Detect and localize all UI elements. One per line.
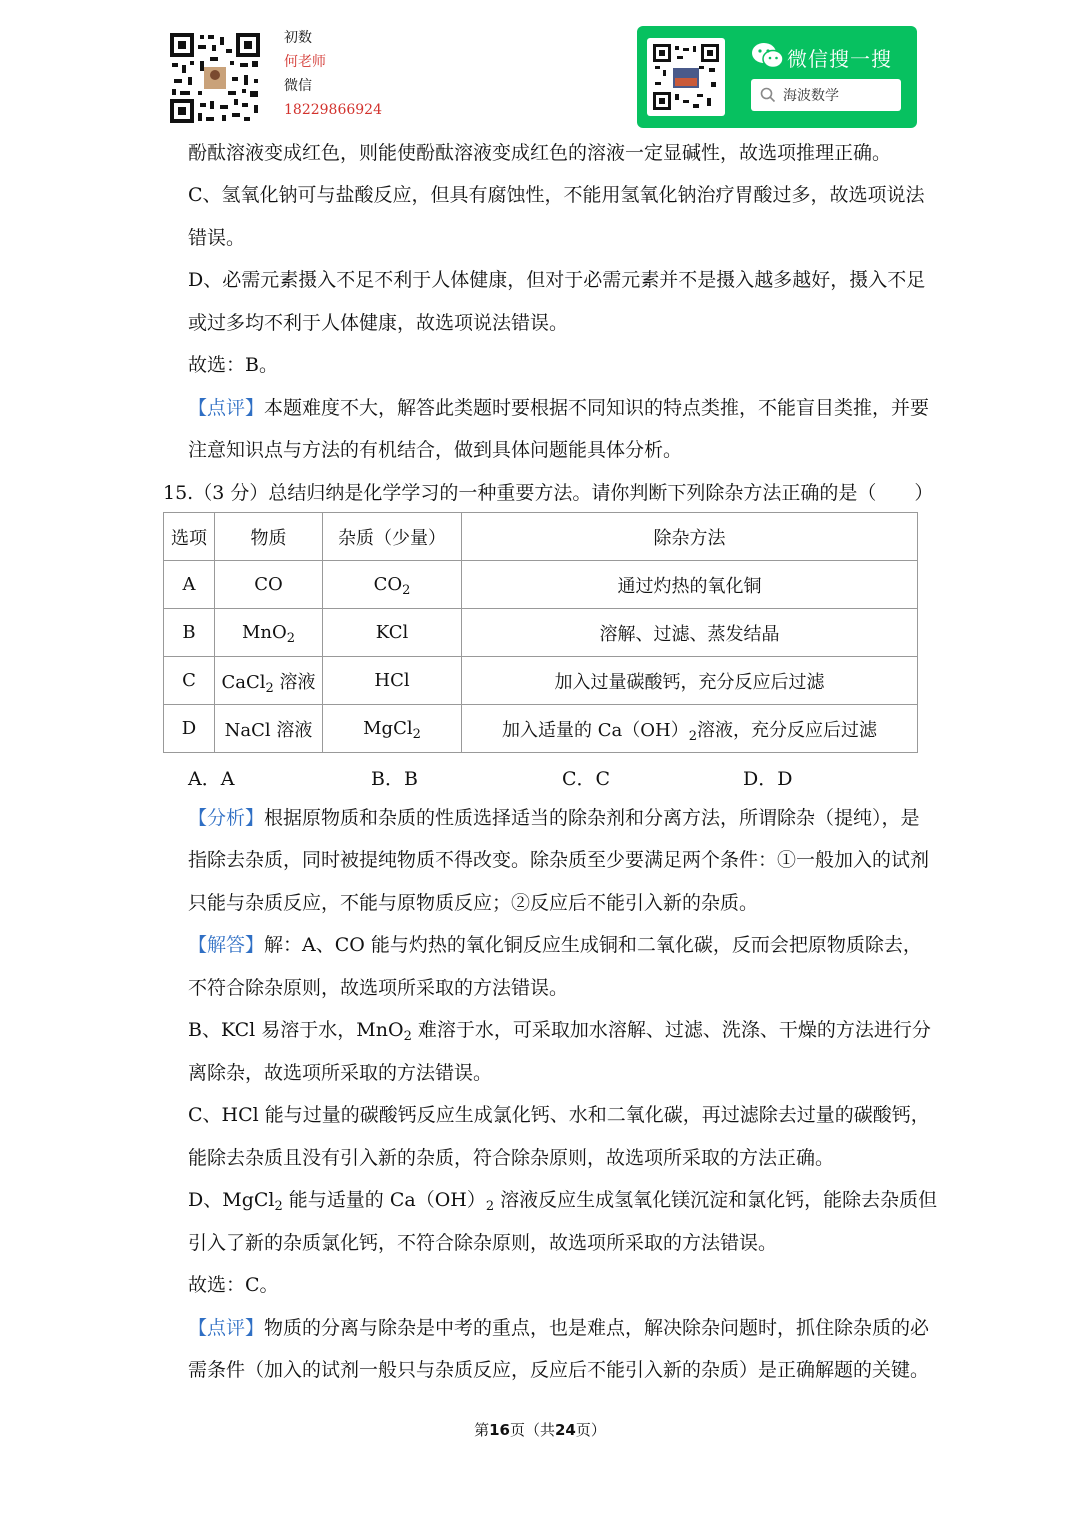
wechat-search-text: 海波数学 <box>783 88 839 104</box>
choice-d: D．D <box>743 768 793 790</box>
header-label-1: 初数 <box>284 30 312 46</box>
comment-2-line-1 <box>188 1316 929 1340</box>
method-cell: 加入适量的 $Ca(OH)_2$溶液，充分反应后过滤 <box>462 705 918 753</box>
answer-line-b1: B、KCl 易溶于水，MnO$_2$ 难溶于水，可采取加水溶解、过滤、洗涤、干燥的方法进行分 <box>188 1019 931 1044</box>
option-cell: D <box>164 705 215 753</box>
answer-line-c2: 能除去杂质且没有引入新的杂质，符合除杂原则，故选项所采取的方法正确。 <box>188 1147 835 1169</box>
table-header-row <box>164 513 918 561</box>
impurity-cell: KCl <box>323 609 462 657</box>
table-header: 选项 <box>164 513 215 561</box>
option-cell: B <box>164 609 215 657</box>
impurity-cell: MgCl$_2$ <box>323 705 462 753</box>
wechat-search-title: 微信搜一搜 <box>787 47 892 71</box>
method-cell: 通过灼热的氧化铜 <box>462 561 918 609</box>
header-phone: 18229866924 <box>284 102 382 118</box>
header-label-3: 微信 <box>284 78 312 94</box>
analysis-line-2: 指除去杂质，同时被提纯物质不得改变。除杂质至少要满足两个条件：①一般加入的试剂 <box>188 849 930 871</box>
answer-final: 故选：C。 <box>188 1274 279 1296</box>
text-line: 酚酞溶液变成红色，则能使酚酞溶液变成红色的溶液一定显碱性，故选项推理正确。 <box>188 142 892 164</box>
option-cell: A <box>164 561 215 609</box>
current-page: 16 <box>489 1421 510 1439</box>
answer-tag: 【解答】 <box>188 934 265 956</box>
option-cell: C <box>164 657 215 705</box>
wechat-qr-code <box>647 38 725 116</box>
answer-line-d1: D、MgCl$_2$ 能与适量的 $Ca(OH)_2$ 溶液反应生成氢氧化镁沉淀和氯化钙，能除去杂质但 <box>188 1189 938 1214</box>
wechat-logo-icon <box>751 42 785 70</box>
question-15: 15.（3 分）总结归纳是化学学习的一种重要方法。请你判断下列除杂方法正确的是（ ） <box>163 482 934 504</box>
table-row <box>164 705 918 753</box>
analysis-tag: 【分析】 <box>188 807 265 829</box>
answer-line-a2: 不符合除杂原则，故选项所采取的方法错误。 <box>188 977 569 999</box>
substance-cell: CaCl$_2$ 溶液 <box>215 657 323 705</box>
total-pages: 24 <box>555 1421 576 1439</box>
table-row <box>164 609 918 657</box>
text-line: D、必需元素摄入不足不利于人体健康，但对于必需元素并不是摄入越多越好，摄入不足 <box>188 269 926 291</box>
text-line: 或过多均不利于人体健康，故选项说法错误。 <box>188 312 569 334</box>
table-header: 杂质（少量） <box>323 513 462 561</box>
comment-1-line-1 <box>188 396 929 420</box>
answer-line-a1 <box>188 933 922 957</box>
comment-tag: 【点评】 <box>188 397 265 419</box>
substance-cell: MnO$_2$ <box>215 609 323 657</box>
page-footer: 第16页（共24页） <box>474 1421 606 1439</box>
header-teacher-name: 何老师 <box>284 54 326 70</box>
search-icon <box>760 87 776 103</box>
comment-1-line-2: 注意知识点与方法的有机结合，做到具体问题能具体分析。 <box>188 439 683 461</box>
table-header: 除杂方法 <box>462 513 918 561</box>
method-cell: 溶解、过滤、蒸发结晶 <box>462 609 918 657</box>
answer-text: 解：A、CO 能与灼热的氧化铜反应生成铜和二氧化碳，反而会把原物质除去， <box>264 934 922 956</box>
answer-line-b2: 离除杂，故选项所采取的方法错误。 <box>188 1062 493 1084</box>
choice-c: C．C <box>562 768 611 790</box>
choice-a: A．A <box>188 768 235 790</box>
comment-tag: 【点评】 <box>188 1317 265 1339</box>
answer-line-d2: 引入了新的杂质氯化钙，不符合除杂原则，故选项所采取的方法错误。 <box>188 1232 778 1254</box>
substance-cell: CO <box>215 561 323 609</box>
table-header: 物质 <box>215 513 323 561</box>
analysis-text: 根据原物质和杂质的性质选择适当的除杂剂和分离方法，所谓除杂（提纯），是 <box>264 807 920 829</box>
wechat-search-banner[interactable] <box>637 26 917 128</box>
wechat-search-box[interactable] <box>751 79 901 111</box>
text-line: 故选：B。 <box>188 354 278 376</box>
impurity-cell: HCl <box>323 657 462 705</box>
choice-b: B．B <box>371 768 418 790</box>
method-cell: 加入过量碳酸钙，充分反应后过滤 <box>462 657 918 705</box>
comment-text: 物质的分离与除杂是中考的重点，也是难点，解决除杂问题时，抓住除杂质的必 <box>264 1317 930 1339</box>
analysis-line-3: 只能与杂质反应，不能与原物质反应；②反应后不能引入新的杂质。 <box>188 892 759 914</box>
comment-text: 本题难度不大，解答此类题时要根据不同知识的特点类推，不能盲目类推，并要 <box>264 397 930 419</box>
substance-cell: NaCl 溶液 <box>215 705 323 753</box>
answer-line-c1: C、HCl 能与过量的碳酸钙反应生成氯化钙、水和二氧化碳，再过滤除去过量的碳酸钙， <box>188 1104 930 1126</box>
text-line: 错误。 <box>188 227 246 249</box>
text-line: C、氢氧化钠可与盐酸反应，但具有腐蚀性，不能用氢氧化钠治疗胃酸过多，故选项说法 <box>188 184 925 206</box>
analysis-line-1 <box>188 806 920 830</box>
qr-code-icon <box>170 33 260 123</box>
table-row <box>164 657 918 705</box>
table-row <box>164 561 918 609</box>
options-table <box>163 512 918 753</box>
impurity-cell: $CO_2$ <box>323 561 462 609</box>
comment-2-line-2: 需条件（加入的试剂一般只与杂质反应，反应后不能引入新的杂质）是正确解题的关键。 <box>188 1359 930 1381</box>
